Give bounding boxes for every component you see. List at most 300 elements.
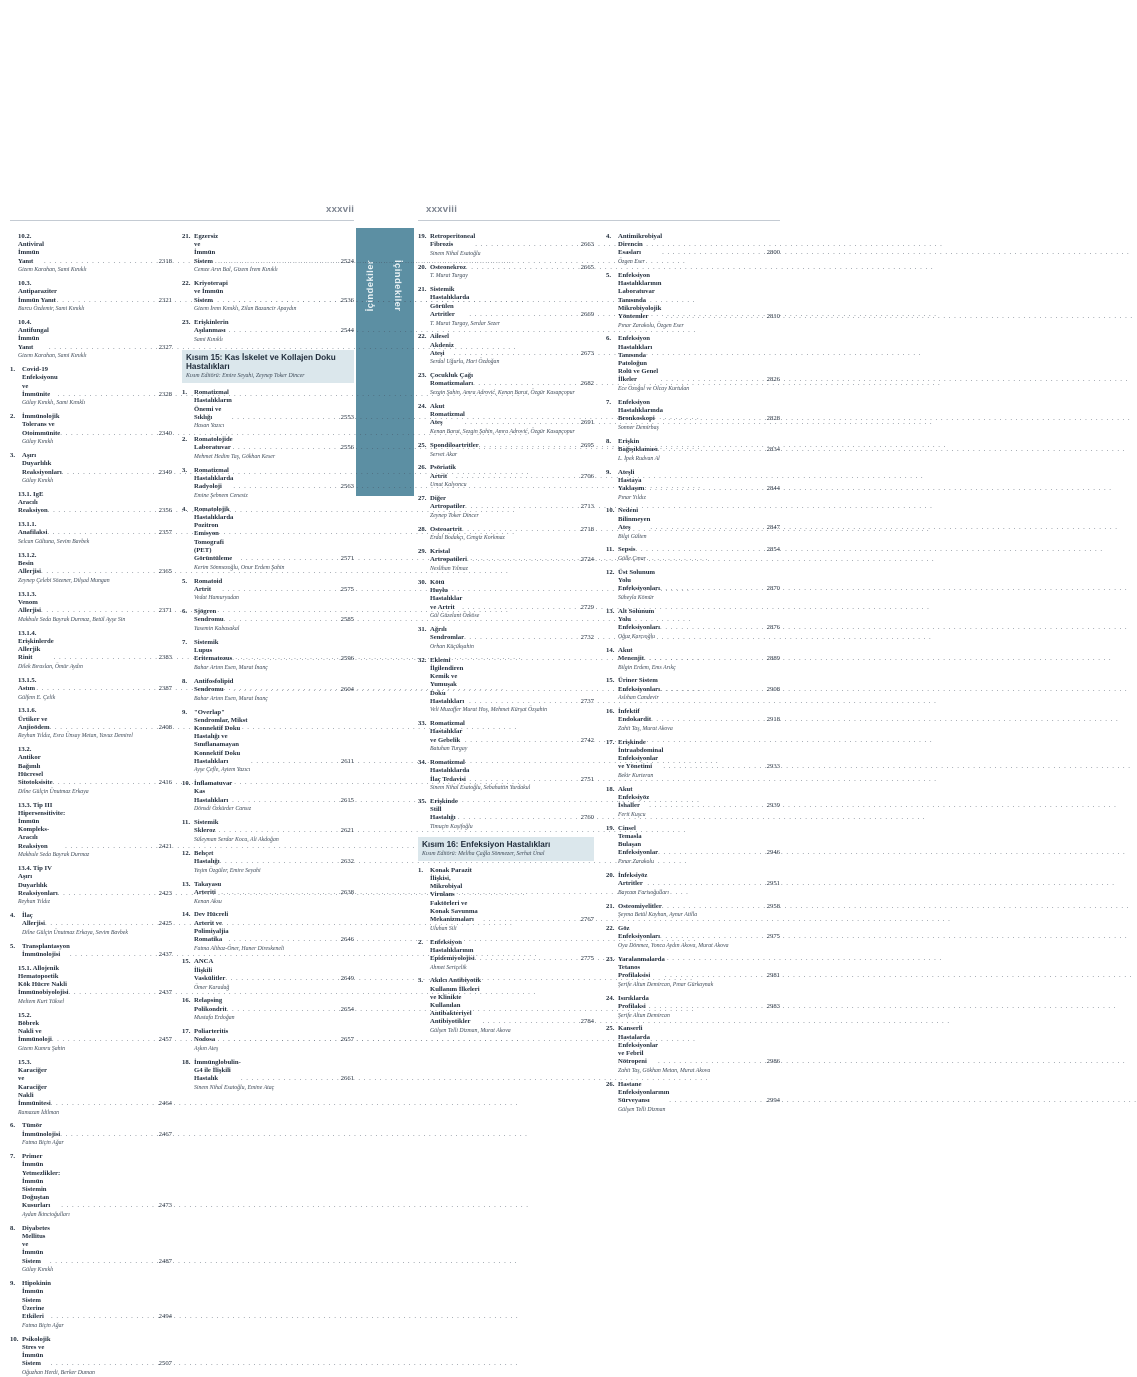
leader-dots	[220, 858, 340, 866]
leader-dots	[658, 849, 765, 857]
toc-entry[interactable]	[18, 491, 172, 516]
toc-entry[interactable]	[606, 647, 780, 672]
entry-number: 18.	[182, 1059, 194, 1093]
toc-entry[interactable]	[182, 1028, 354, 1053]
entry-page: 2575	[341, 586, 354, 594]
toc-entry[interactable]	[182, 233, 354, 275]
entry-page: 2349	[159, 469, 172, 477]
entry-number: 7.	[606, 399, 618, 433]
toc-entry[interactable]	[10, 1122, 172, 1147]
toc-entry[interactable]	[418, 657, 594, 715]
entry-title: Poliarteritis Nodosa	[194, 1028, 228, 1044]
entry-number: 16.	[606, 708, 618, 733]
entry-number: 20.	[606, 872, 618, 897]
entry-authors: Hasan Yazıcı	[194, 423, 354, 430]
toc-entry[interactable]	[18, 1012, 172, 1054]
entry-title: Kötü Huylu Hastalıklar ve Artrit	[430, 579, 462, 612]
toc-entry[interactable]	[182, 819, 354, 844]
entry-title: Nedeni Bilinmeyen Ateş	[618, 507, 650, 532]
leader-dots	[644, 655, 766, 663]
entry-title: Eklemi İlgilendiren Kemik ve Yumuşak Doku Hastalıkları	[430, 657, 469, 706]
entry-title: Kristal Artropatileri	[430, 548, 467, 564]
toc-entry[interactable]	[606, 677, 780, 702]
entry-page: 2321	[159, 297, 172, 305]
leader-dots	[660, 585, 766, 593]
leader-dots	[51, 1313, 158, 1321]
entry-page: 2691	[581, 419, 594, 427]
entry-number: 8.	[10, 1225, 22, 1275]
entry-number: 14.	[182, 911, 194, 953]
toc-entry[interactable]	[18, 233, 172, 275]
toc-entry[interactable]	[606, 335, 780, 393]
entry-number: 5.	[182, 578, 194, 603]
entry-authors: Fatma Alibaz-Öner, Haner Direskeneli	[194, 946, 354, 953]
entry-page: 2876	[767, 624, 780, 632]
entry-number: 10.	[10, 1336, 22, 1377]
leader-dots	[454, 350, 580, 358]
leader-dots	[45, 920, 158, 928]
leader-dots	[54, 654, 158, 662]
entry-title: Romatolojide Laboratuvar	[194, 436, 233, 452]
leader-dots	[225, 975, 339, 983]
entry-page: 2800	[767, 249, 780, 257]
entry-number: 9.	[182, 709, 194, 775]
toc-entry[interactable]	[418, 442, 594, 459]
leader-dots	[469, 776, 579, 784]
entry-number: 12.	[606, 569, 618, 603]
leader-dots	[647, 880, 765, 888]
toc-entry[interactable]	[10, 943, 172, 959]
toc-entry[interactable]	[418, 495, 594, 520]
toc-entry[interactable]	[10, 1225, 172, 1275]
toc-entry[interactable]	[418, 548, 594, 573]
toc-entry[interactable]	[182, 467, 354, 501]
leader-dots	[661, 376, 766, 384]
toc-entry[interactable]	[418, 867, 594, 933]
toc-entry[interactable]	[418, 939, 594, 973]
entry-title: Üst Solunum Yolu Enfeksiyonları	[618, 569, 660, 594]
entry-authors: Süleyman Serdar Koca, Ali Akdoğan	[194, 837, 354, 844]
toc-entry[interactable]	[182, 997, 354, 1022]
toc-entry[interactable]	[182, 958, 354, 992]
entry-title: Relapsing Polikondrit	[194, 997, 227, 1013]
entry-number: 19.	[418, 233, 430, 258]
entry-number: 7.	[182, 639, 194, 673]
entry-authors: Sinem Nihal Esatoğlu, Sebahattin Yurdakul	[430, 785, 594, 792]
entry-page: 2328	[159, 391, 172, 399]
entry-page: 2473	[159, 1202, 172, 1210]
entry-number: 21.	[418, 286, 430, 328]
toc-entry[interactable]	[182, 578, 354, 603]
leader-dots	[662, 249, 766, 257]
toc-entry[interactable]	[418, 286, 594, 328]
toc-entry[interactable]	[18, 591, 172, 625]
entry-authors: Gül Güzelant Özköse	[430, 613, 594, 620]
entry-page: 2663	[581, 241, 594, 249]
toc-entry[interactable]	[182, 850, 354, 875]
entry-page: 2939	[767, 802, 780, 810]
entry-authors: Dönsdi Özkürder Cansız	[194, 806, 354, 813]
entry-page: 2585	[341, 616, 354, 624]
toc-entry[interactable]	[418, 233, 594, 258]
entry-page: 2834	[767, 446, 780, 454]
entry-authors: Bilgin Erdem, Ems Arıkç	[618, 665, 780, 672]
section-tab	[356, 228, 414, 496]
toc-entry[interactable]	[182, 881, 354, 906]
toc-entry[interactable]	[606, 1025, 780, 1075]
entry-authors: Pınar Zarakolu	[618, 859, 780, 866]
entry-title: 15.3. Karaciğer ve Karaciğer Nakli İmmünitesi	[18, 1059, 51, 1108]
entry-title: İmmünglobulin-G4 ile İlişkili Hastalık	[194, 1059, 241, 1084]
entry-page: 2665	[581, 264, 594, 272]
toc-entry[interactable]	[606, 233, 780, 267]
toc-entry[interactable]	[18, 746, 172, 796]
entry-number: 9.	[10, 1280, 22, 1330]
entry-number: 12.	[182, 850, 194, 875]
entry-authors: Bekir Kurteran	[618, 773, 780, 780]
toc-entry[interactable]	[418, 759, 594, 793]
leader-dots	[58, 890, 158, 898]
entry-number: 17.	[606, 739, 618, 781]
entry-title: Erişkin Bağışıklaması	[618, 438, 658, 454]
entry-number: 22.	[418, 333, 430, 367]
entry-title: 13.1.6. Ürtiker ve Anjioödem	[18, 707, 50, 732]
toc-entry[interactable]	[418, 464, 594, 489]
toc-entry[interactable]	[606, 872, 780, 897]
toc-entry[interactable]	[606, 608, 780, 642]
leader-dots	[41, 607, 158, 615]
right-page	[418, 215, 780, 960]
entry-authors: Bayram Farisoğulları	[618, 890, 780, 897]
leader-dots	[57, 297, 158, 305]
entry-page: 2654	[341, 1006, 354, 1014]
toc-entry[interactable]	[10, 413, 172, 447]
leader-dots	[660, 624, 766, 632]
leader-dots	[221, 889, 339, 897]
entry-authors: Zeynep Çelebi Sözener, Dilşad Mungan	[18, 578, 172, 585]
toc-entry[interactable]	[606, 708, 780, 733]
entry-authors: Özgen Eser	[618, 259, 780, 266]
leader-dots	[651, 716, 766, 724]
entry-page: 2357	[159, 529, 172, 537]
toc-entry[interactable]	[418, 626, 594, 651]
entry-authors: Gülşen Telli Dizman, Murat Akova	[430, 1028, 594, 1035]
toc-entry[interactable]	[606, 438, 780, 463]
entry-page: 2760	[581, 814, 594, 822]
toc-entry[interactable]	[10, 1153, 172, 1219]
entry-authors: Bahar Artım Esen, Murat İnanç	[194, 665, 354, 672]
entry-title: Erişkinde İntraabdominal Enfeksiyonlar ve Yönetimi	[618, 739, 663, 772]
toc-entry[interactable]	[18, 521, 172, 546]
toc-entry[interactable]	[182, 608, 354, 633]
entry-authors: Dilne Gülçin Ünutmaz Erkaya, Sevim Bavbek	[22, 930, 172, 937]
entry-title: Psöriatik Artrit	[430, 464, 456, 480]
entry-authors: Dilek Bıraslan, Ömür Aydın	[18, 664, 172, 671]
entry-title: İnfeksiyöz Artritler	[618, 872, 647, 888]
toc-entry[interactable]	[18, 707, 172, 741]
entry-authors: Ramazan İdilman	[18, 1110, 172, 1117]
entry-page: 2946	[767, 849, 780, 857]
entry-number: 23.	[182, 319, 194, 344]
entry-authors: Gülle Çınar	[618, 556, 780, 563]
entry-title: Sistemik Hastalıklarda Görülen Artritler	[430, 286, 469, 319]
entry-page: 2318	[159, 258, 172, 266]
entry-page: 2673	[581, 350, 594, 358]
entry-authors: Gülay Kınıklı, Sami Kınıklı	[22, 400, 172, 407]
entry-number: 11.	[606, 546, 618, 563]
leader-dots	[228, 297, 340, 305]
entry-authors: Pınar Yıldız	[618, 495, 780, 502]
entry-page: 2371	[159, 607, 172, 615]
toc-entry[interactable]	[10, 452, 172, 486]
entry-page: 2706	[581, 473, 594, 481]
entry-authors: Meltem Kurt Yüksel	[18, 999, 172, 1006]
entry-page: 2632	[341, 858, 354, 866]
toc-entry[interactable]	[182, 436, 354, 461]
entry-authors: Reyhan Yıldız	[18, 899, 172, 906]
leader-dots	[475, 241, 579, 249]
leader-dots	[458, 814, 580, 822]
entry-title: Akılcı Antibiyotik Kullanım İlkeleri ve Klinikte Kullanılan Antibakteriyel Antibiyotikler	[430, 977, 482, 1026]
entry-authors: Yeşim Özgüler, Emire Seyahi	[194, 868, 354, 875]
entry-number: 22.	[606, 925, 618, 950]
toc-entry[interactable]	[18, 280, 172, 314]
page-number-right: xxxviii	[426, 204, 457, 215]
entry-page: 2908	[767, 686, 780, 694]
leader-dots	[228, 1036, 339, 1044]
toc-entry[interactable]	[10, 366, 172, 408]
toc-entry[interactable]	[18, 965, 172, 1007]
entry-authors: Gizem Karahan, Sami Kınıklı	[18, 353, 172, 360]
entry-title: Dev Hücreli Arterit ve Polimiyaljia Romatika	[194, 911, 229, 944]
entry-page: 2437	[159, 951, 172, 959]
entry-authors: Ferit Kuşcu	[618, 812, 780, 819]
leader-dots	[222, 586, 339, 594]
leader-dots	[232, 655, 339, 663]
toc-entry[interactable]	[10, 1336, 172, 1377]
left-column-b	[182, 233, 354, 960]
entry-title: Psikolojik Stres ve İmmün Sistem	[22, 1336, 51, 1369]
entry-number: 33.	[418, 720, 430, 754]
toc-entry[interactable]	[182, 1059, 354, 1093]
leader-dots	[662, 903, 766, 911]
leader-dots	[650, 524, 765, 532]
leader-dots	[227, 1006, 340, 1014]
entry-title: 13.1.5. Astım	[18, 677, 36, 693]
toc-entry[interactable]	[182, 389, 354, 431]
entry-authors: T. Murat Turgay, Serdar Sezer	[430, 321, 594, 328]
entry-number: 1.	[10, 366, 22, 408]
toc-entry[interactable]	[606, 995, 780, 1020]
leader-dots	[465, 737, 580, 745]
toc-entry[interactable]	[182, 911, 354, 953]
entry-title: Akut Enfeksiyöz İshaller	[618, 786, 649, 811]
entry-number: 6.	[182, 608, 194, 633]
leader-dots	[218, 258, 339, 266]
leader-dots	[475, 955, 580, 963]
toc-entry[interactable]	[418, 977, 594, 1035]
toc-entry[interactable]	[606, 546, 780, 563]
entry-page: 2356	[159, 507, 172, 515]
toc-entry[interactable]	[606, 903, 780, 920]
entry-number: 9.	[606, 469, 618, 503]
entry-number: 13.	[182, 881, 194, 906]
toc-entry[interactable]	[606, 1081, 780, 1115]
leader-dots	[36, 685, 157, 693]
entry-number: 6.	[606, 335, 618, 393]
entry-page: 2638	[341, 889, 354, 897]
leader-dots	[61, 1202, 157, 1210]
leader-dots	[69, 989, 158, 997]
entry-number: 2.	[10, 413, 22, 447]
entry-authors: Vedat Hamuryudan	[194, 595, 354, 602]
leader-dots	[241, 555, 340, 563]
toc-entry[interactable]	[418, 798, 594, 832]
entry-authors: Mustafa Erdoğan	[194, 1015, 354, 1022]
toc-entry[interactable]	[18, 865, 172, 907]
entry-authors: Umut Kalyoncu	[430, 482, 594, 489]
toc-entry[interactable]	[182, 506, 354, 572]
entry-number: 26.	[418, 464, 430, 489]
entry-page: 2951	[767, 880, 780, 888]
leader-dots	[649, 1003, 766, 1011]
toc-entry[interactable]	[10, 1280, 172, 1330]
toc-entry[interactable]	[18, 630, 172, 672]
entry-authors: Gülay Kınıklı	[22, 478, 172, 485]
entry-authors: Sezgin Şahin, Amra Adrović, Kenan Barut, Özgür Kasapçopur	[430, 390, 594, 397]
toc-entry[interactable]	[418, 264, 594, 281]
toc-entry[interactable]	[418, 403, 594, 437]
leader-dots	[60, 1131, 157, 1139]
entry-title: Sistemik Skleroz	[194, 819, 219, 835]
toc-entry[interactable]	[606, 399, 780, 433]
entry-number: 16.	[182, 997, 194, 1022]
leader-dots	[41, 568, 158, 576]
entry-page: 2994	[767, 1097, 780, 1105]
entry-page: 2464	[159, 1100, 172, 1108]
entry-authors: Zahit Taş, Gökhan Metan, Murat Akova	[618, 1068, 780, 1075]
entry-number: 28.	[418, 526, 430, 543]
toc-entry[interactable]	[606, 739, 780, 781]
toc-entry[interactable]	[182, 678, 354, 703]
toc-entry[interactable]	[606, 956, 780, 990]
entry-number: 8.	[606, 438, 618, 463]
toc-entry[interactable]	[418, 720, 594, 754]
section-title: Kısım 15: Kas İskelet ve Kollajen Doku Hastalıkları	[186, 353, 350, 372]
entry-authors: Neslihan Yılmaz	[430, 566, 594, 573]
toc-entry[interactable]	[18, 319, 172, 361]
entry-title: Osteomiyelitler	[618, 903, 662, 911]
entry-number: 1.	[418, 867, 430, 933]
entry-page: 2457	[159, 1036, 172, 1044]
entry-number: 3.	[10, 452, 22, 486]
toc-entry[interactable]	[18, 802, 172, 860]
leader-dots	[465, 419, 580, 427]
entry-number: 4.	[606, 233, 618, 267]
leader-dots	[644, 485, 765, 493]
entry-title: Retroperitoneal Fibrozis	[430, 233, 475, 249]
toc-entry[interactable]	[10, 912, 172, 937]
toc-entry[interactable]	[418, 333, 594, 367]
entry-title: Hastane Enfeksiyonlarının Sürveyansı	[618, 1081, 669, 1106]
toc-entry[interactable]	[606, 469, 780, 503]
toc-entry[interactable]	[18, 1059, 172, 1117]
leader-dots	[50, 1258, 158, 1266]
toc-entry[interactable]	[182, 639, 354, 673]
toc-entry[interactable]	[418, 526, 594, 543]
entry-page: 2553	[341, 414, 354, 422]
toc-entry[interactable]	[606, 569, 780, 603]
toc-entry[interactable]	[606, 825, 780, 867]
entry-page: 2724	[581, 556, 594, 564]
entry-title: Yaralanmalarda Tetanos Profilaksisi	[618, 956, 665, 981]
entry-authors: Kenan Barut, Sezgin Şahin, Amra Adrović, Özgür Kasapçopur	[430, 429, 594, 436]
leader-dots	[473, 380, 580, 388]
leader-dots	[456, 473, 580, 481]
toc-entry[interactable]	[182, 780, 354, 814]
toc-entry[interactable]	[18, 677, 172, 702]
section-header-15	[182, 350, 354, 383]
entry-authors: Gizem İrem Kınıklı, Zilan Bazancir Apaydın	[194, 306, 354, 313]
entry-title: ANCA İlişkili Vaskülitler	[194, 958, 225, 983]
leader-dots	[469, 311, 579, 319]
entry-title: 10.3. Antiparaziter İmmün Yanıt	[18, 280, 57, 305]
toc-entry[interactable]	[606, 925, 780, 950]
leader-dots	[51, 1100, 158, 1108]
toc-entry[interactable]	[606, 272, 780, 330]
entry-number: 29.	[418, 548, 430, 573]
leader-dots	[251, 758, 340, 766]
leader-dots	[660, 933, 766, 941]
toc-entry[interactable]	[418, 372, 594, 397]
entry-title: Romatoid Artrit	[194, 578, 222, 594]
leader-dots	[666, 313, 766, 321]
entry-authors: Sonner Demirbaş	[618, 425, 780, 432]
entry-page: 2649	[341, 975, 354, 983]
leader-dots	[663, 763, 765, 771]
left-column-a	[10, 233, 172, 960]
entry-number: 35.	[418, 798, 430, 832]
entry-page: 2365	[159, 568, 172, 576]
toc-entry[interactable]	[418, 579, 594, 621]
entry-authors: Aslıhan Candevir	[618, 695, 780, 702]
entry-title: Erişkinde Still Hastalığı	[430, 798, 458, 823]
entry-title: İlaç Allerjisi	[22, 912, 45, 928]
entry-page: 2844	[767, 485, 780, 493]
toc-entry[interactable]	[18, 552, 172, 586]
entry-authors: Fatma Biçin Ağar	[22, 1140, 172, 1147]
entry-title: 13.1.3. Venom Allerjisi	[18, 591, 41, 616]
entry-title: İnflamatuvar Kas Hastalıkları	[194, 780, 232, 805]
toc-entry[interactable]	[606, 786, 780, 820]
entry-title: Romatizmal Hastalıklar ve Gebelik	[430, 720, 465, 745]
entry-authors: Yasemin Kabasakal	[194, 626, 354, 633]
leader-dots	[53, 779, 158, 787]
entry-authors: Süheyla Kömür	[618, 595, 780, 602]
toc-entry[interactable]	[606, 507, 780, 541]
entry-authors: Orhan Küçükşahin	[430, 644, 594, 651]
entry-number: 11.	[182, 819, 194, 844]
entry-number: 15.	[182, 958, 194, 992]
entry-title: Konak Parazit İlişkisi, Mikrobiyal Virulans Faktörleri ve Konak Savunma Mekanizmaları	[430, 867, 483, 924]
entry-title: Behçet Hastalığı	[194, 850, 220, 866]
entry-authors: Gülfem E. Çelik	[18, 695, 172, 702]
toc-entry[interactable]	[182, 709, 354, 775]
toc-entry[interactable]	[182, 319, 354, 344]
entry-page: 2784	[581, 1018, 594, 1026]
leader-dots	[62, 469, 158, 477]
toc-entry[interactable]	[182, 280, 354, 314]
